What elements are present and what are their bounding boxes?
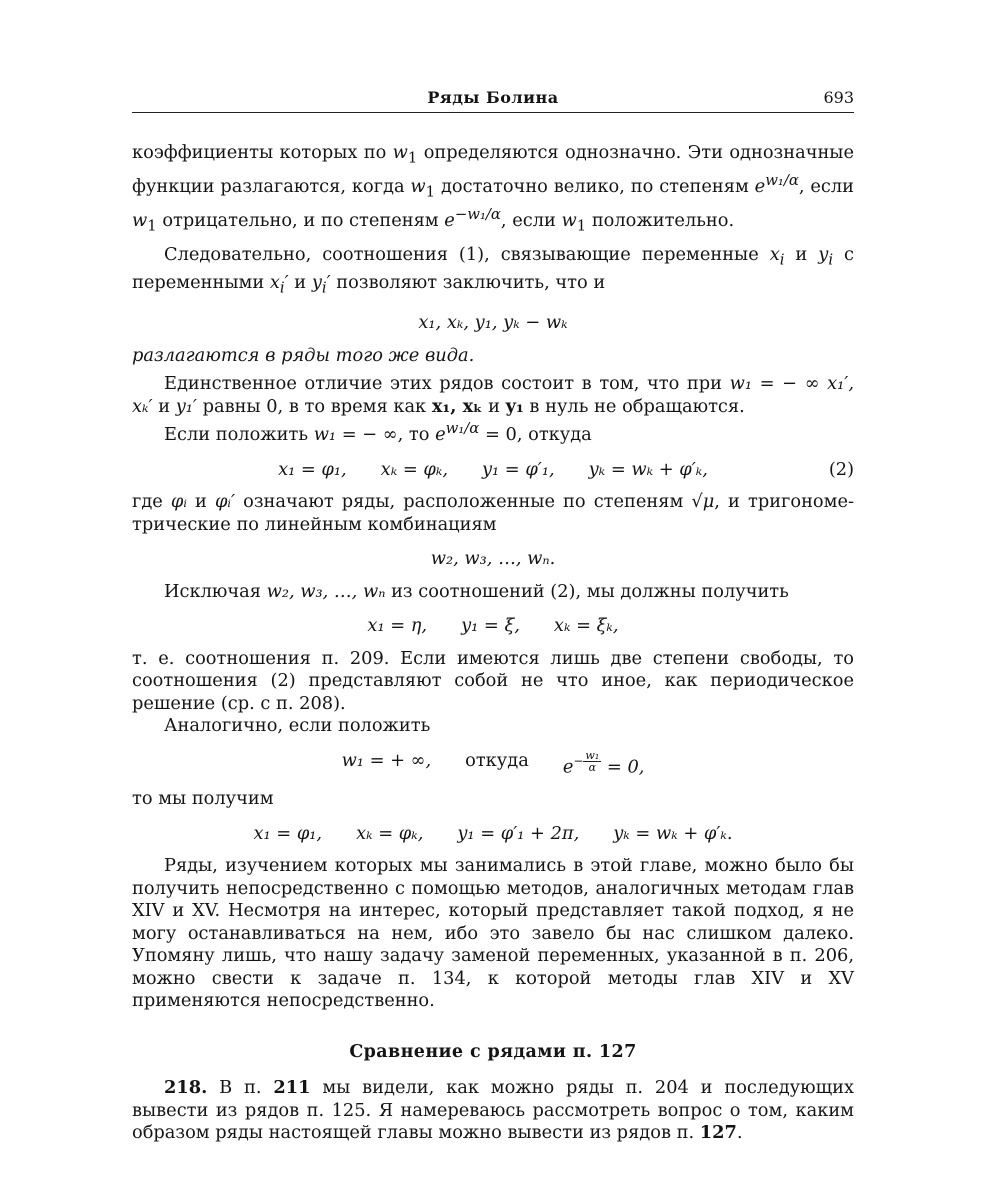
paragraph-3: разлагаются в ряды того же вида.	[132, 344, 475, 366]
paragraph-10: то мы получим	[132, 788, 274, 810]
paragraph-4: Единственное отличие этих рядов состоит в том, что при w₁ = − ∞ x₁′, xₖ′ и y₁′ равны 0, в то время как x₁, xₖ и y₁ в нуль не обращаются.	[132, 373, 855, 417]
paragraph-9: Аналогично, если положить	[164, 715, 431, 736]
equation-2: x₁ = φ₁, xₖ = φₖ, y₁ = φ′₁, yₖ = wₖ + φ′ₖ, (2)	[278, 458, 854, 480]
body-text	[132, 142, 854, 1145]
section-title: Сравнение с рядами п. 127	[349, 1041, 637, 1062]
paragraph-2: Следовательно, соотношения (1), связывающие переменные $x_i$ и $y_i$ с переменными $x_i'$ и $y_i'$ позволяют заключить, что и	[132, 243, 854, 297]
page-number: 693	[823, 88, 854, 107]
paragraph-1: коэффициенты которых по $w_1$ определяются однозначно. Эти однозначные функции разлагаются, когда $w_1$ достаточно велико, по степеням $e^{w_1/\alpha}$, если $w_1$ отрицательно, и по степеням $e^{-w_1/\alpha}$, если $w_1$ положительно.	[132, 142, 854, 235]
paragraph-5: Если положить w₁ = − ∞, то $e^{w_1/\alpha} = 0$, откуда	[164, 420, 592, 445]
equation-result: x₁ = φ₁, xₖ = φₖ, y₁ = φ′₁ + 2π, yₖ = wₖ + φ′ₖ.	[253, 822, 733, 844]
paragraph-7: Исключая w₂, w₃, …, wₙ из соотношений (2), мы должны получить	[164, 580, 789, 602]
paragraph-11: Ряды, изучением которых мы занимались в этой главе, можно было бы получить непосредственно с помощью методов, аналогичных методам глав XIV и XV. Несмотря на интерес, который представляет такой подход, я не могу останавливаться на нем, ибо это завело бы нас слишком далеко. Упомяну лишь, что нашу задачу заменой переменных, указанной в п. 206, можно свести к задаче п. 134, к которой методы глав XIV и XV применяются непосредственно.	[132, 855, 854, 1012]
equation-plus-infinity: w₁ = + ∞, откуда $e^{- \frac{\text{w₁}}{\alpha}} = 0$,	[341, 748, 645, 777]
paragraph-8: т. е. соотношения п. 209. Если имеются лишь две степени свободы, то соотношения (2) представляют собой не что иное, как периодическое решение (ср. с п. 208).	[132, 647, 854, 714]
running-header	[132, 86, 854, 113]
equation-combinations: w₂, w₃, …, wₙ.	[430, 548, 556, 569]
equation-periodic: x₁ = η, y₁ = ξ, xₖ = ξₖ,	[367, 615, 619, 636]
equation-variables: x₁, xₖ, y₁, yₖ − wₖ	[418, 312, 568, 334]
running-title: Ряды Болина	[427, 88, 559, 107]
equation-number: (2)	[828, 458, 854, 480]
paragraph-6: где φᵢ и φᵢ′ означают ряды, расположенные по степеням √μ, и тригономе- трические по линейным комбинациям	[132, 491, 854, 535]
paragraph-12: 218. В п. 211 мы видели, как можно ряды п. 204 и последующих вывести из рядов п. 125. Я намереваюсь рассмотреть вопрос о том, каким образом ряды настоящей главы можно вывести из рядов п. 127.	[132, 1077, 854, 1144]
